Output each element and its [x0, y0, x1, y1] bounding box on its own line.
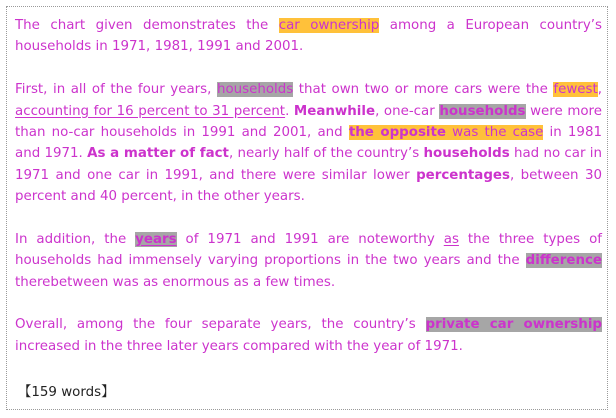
- essay-text: therebetween was as enormous as a few times.: [15, 274, 336, 290]
- essay-text: , one-car: [375, 103, 440, 119]
- essay-text: among a European country’s households in 1971, 1981, 1991 and 2001.: [15, 18, 602, 55]
- essay-text: , between 30 percent and 40 percent, in the other years.: [15, 167, 602, 205]
- bold-as-a-matter-of-fact: As a matter of fact: [87, 146, 229, 162]
- essay-text: First, in all of the four years,: [15, 82, 217, 98]
- paragraph-body-2: [15, 229, 602, 293]
- essay-text: Overall, among the four separate years, the country’s: [15, 317, 426, 333]
- highlight-fewest: fewest: [553, 82, 598, 98]
- bold-percentages: percentages: [416, 167, 510, 183]
- paragraph-body-1: [15, 79, 602, 207]
- highlight-households-bold: households: [439, 103, 526, 119]
- paragraph-intro: [15, 15, 602, 58]
- bold-meanwhile: Meanwhile: [293, 103, 376, 119]
- underlined-as: as: [443, 231, 459, 247]
- essay-body: [15, 15, 602, 378]
- highlight-the-opposite: the opposite: [348, 124, 447, 140]
- highlight-years: years: [135, 231, 177, 247]
- highlight-difference: difference: [525, 253, 602, 269]
- essay-text: had no car in 1971 and one car in 1991, and there were similar lower: [15, 146, 602, 183]
- essay-text: the three types of households had immensely varying proportions in the two years and the: [15, 231, 603, 269]
- essay-text: .: [285, 103, 294, 119]
- underlined-phrase: accounting for 16 percent to 31 percent: [15, 103, 286, 119]
- highlight-households: households: [216, 82, 294, 98]
- essay-text: that own two or more cars were the: [293, 82, 554, 98]
- highlight-private-car-ownership: private car ownership: [425, 317, 602, 333]
- essay-text: in 1981 and 1971.: [15, 124, 602, 162]
- highlight-was-the-case: was the case: [446, 124, 544, 140]
- essay-text: of 1971 and 1991 are noteworthy: [176, 231, 444, 247]
- essay-text: were more than no-car households in 1991 and 2001, and: [15, 103, 603, 140]
- essay-text: ,: [597, 82, 603, 98]
- essay-text: , nearly half of the country’s: [228, 146, 424, 162]
- essay-text: In addition, the: [15, 231, 136, 247]
- essay-text: increased in the three later years compared with the year of 1971.: [15, 338, 463, 354]
- highlight-car-ownership: car ownership: [278, 18, 380, 33]
- essay-text: The chart given demonstrates the: [15, 18, 279, 33]
- bold-households: households: [423, 146, 510, 162]
- word-count: 【159 words】: [18, 385, 115, 400]
- paragraph-conclusion: [15, 314, 602, 357]
